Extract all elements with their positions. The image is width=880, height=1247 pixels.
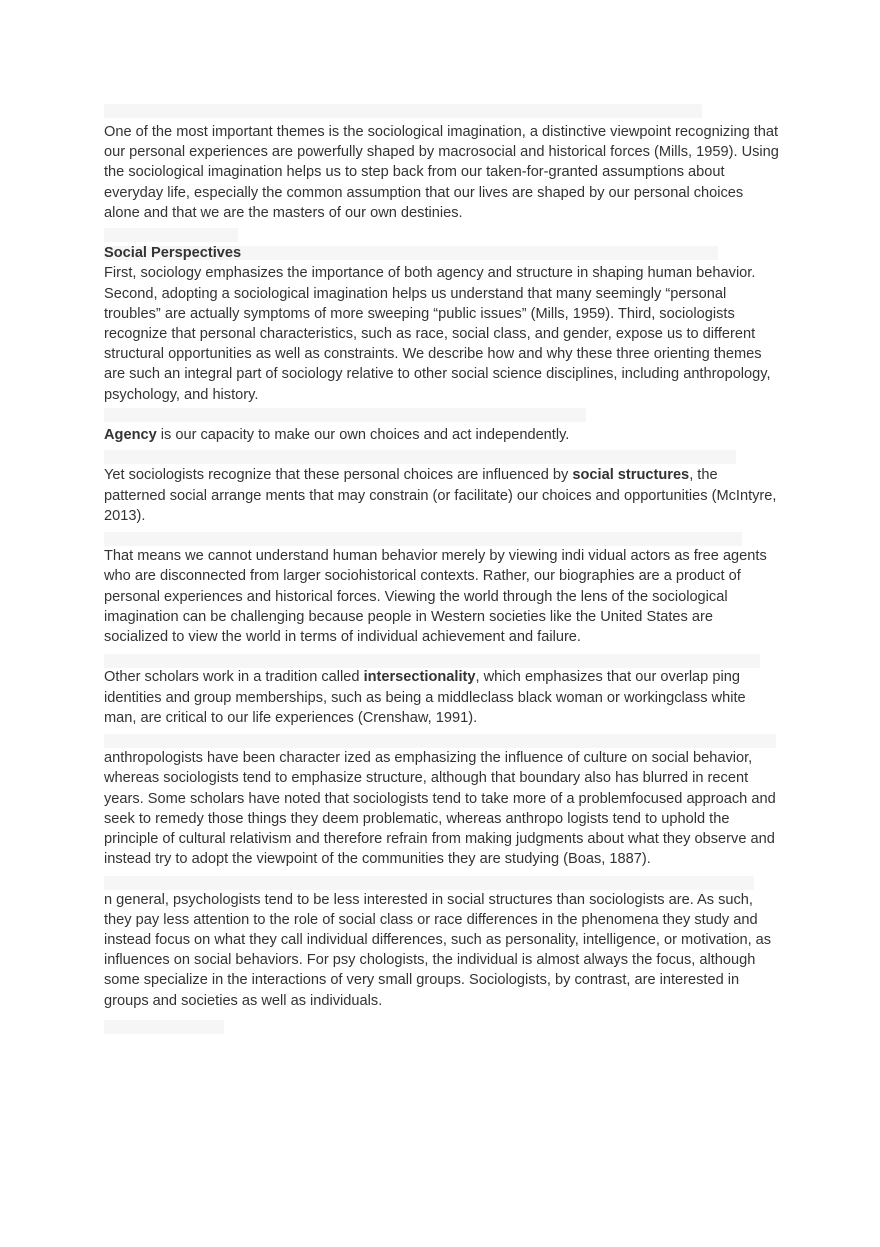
paragraph-social-structures-pre: Yet sociologists recognize that these personal choices are influenced by bbox=[104, 467, 573, 484]
paragraph-agency bbox=[104, 425, 780, 445]
paragraph-intersectionality bbox=[104, 667, 780, 728]
term-intersectionality: intersectionality bbox=[363, 669, 476, 686]
term-social-structures: social structures bbox=[572, 467, 690, 484]
paragraph-social-structures bbox=[104, 465, 780, 526]
paragraph-psychologists: n general, psychologists tend to be less interested in social structures than sociologists are. As such, they pay less attention to the role of social class or race differences in the phenomena they study and instead focus on what they call individual differences, such as personality, intelligence, or motivation, as influences on social behaviors. For psy chologists, the individual is almost always the focus, although some specialize in the interactions of very small groups. Sociologists, by contrast, are interested in groups and societies as well as individuals. bbox=[104, 891, 772, 1009]
paragraph-anthropologists: anthropologists have been character ized as emphasizing the influence of culture on social behavior, whereas sociologists tend to emphasize structure, although that boundary also has blurred in recent years. Some scholars have noted that sociologists tend to take more of a problemfocused approach and seek to remedy those things they deem problematic, whereas anthropo logists tend to uphold the principle of cultural relativism and therefore refrain from making judgments about what they observe and instead try to adopt the viewpoint of the communities they are studying (Boas, 1887). bbox=[104, 750, 776, 868]
paragraph-intersectionality-pre: Other scholars work in a tradition called bbox=[104, 669, 364, 686]
highlight-band bbox=[104, 104, 702, 118]
paragraph-sociological-imagination: One of the most important themes is the sociological imagination, a distinctive viewpoint recognizing that our personal experiences are powerfully shaped by macrosocial and historical forces (Mills, 1959). Using the sociological imagination helps us to step back from our taken-for-granted assumptions about everyday life, especially the common assumption that our lives are shaped by our personal choices alone and that we are the masters of our own destinies. bbox=[104, 124, 779, 221]
paragraph-human-behavior: That means we cannot understand human behavior merely by viewing indi vidual actors as free agents who are disconnected from larger sociohistorical contexts. Rather, our biographies are a product of personal experiences and historical forces. Viewing the world through the lens of the sociological imagination can be challenging because people in Western societies like the United States are socialized to view the world in terms of individual achievement and failure. bbox=[104, 548, 767, 646]
paragraph-social-structures-post: , the patterned social arrange ments that may constrain (or facilitate) our choices and opportunities (McIntyre, 2013). bbox=[104, 467, 777, 524]
document-body bbox=[104, 122, 780, 1011]
paragraph-social-perspectives: First, sociology emphasizes the importance of both agency and structure in shaping human behavior. Second, adopting a sociological imagination helps us understand that many seemingly “personal troubles” are actually symptoms of more sweeping “public issues” (Mills, 1959). Third, sociologists recognize that personal characteristics, such as race, social class, and gender, expose us to different structural opportunities as well as constraints. We describe how and why these three orienting themes are such an integral part of sociology relative to other social science disciplines, including anthropology, psychology, and history. bbox=[104, 265, 771, 403]
paragraph-agency-text: is our capacity to make our own choices and act independently. bbox=[156, 427, 570, 444]
term-agency: Agency bbox=[104, 427, 157, 444]
section-heading: Social Perspectives bbox=[104, 245, 242, 262]
highlight-band bbox=[104, 1020, 224, 1034]
paragraph-intersectionality-post: , which emphasizes that our overlap ping identities and group memberships, such as being a middleclass black woman or workingclass white man, are critical to our life experiences (Crenshaw, 1991). bbox=[104, 669, 746, 726]
